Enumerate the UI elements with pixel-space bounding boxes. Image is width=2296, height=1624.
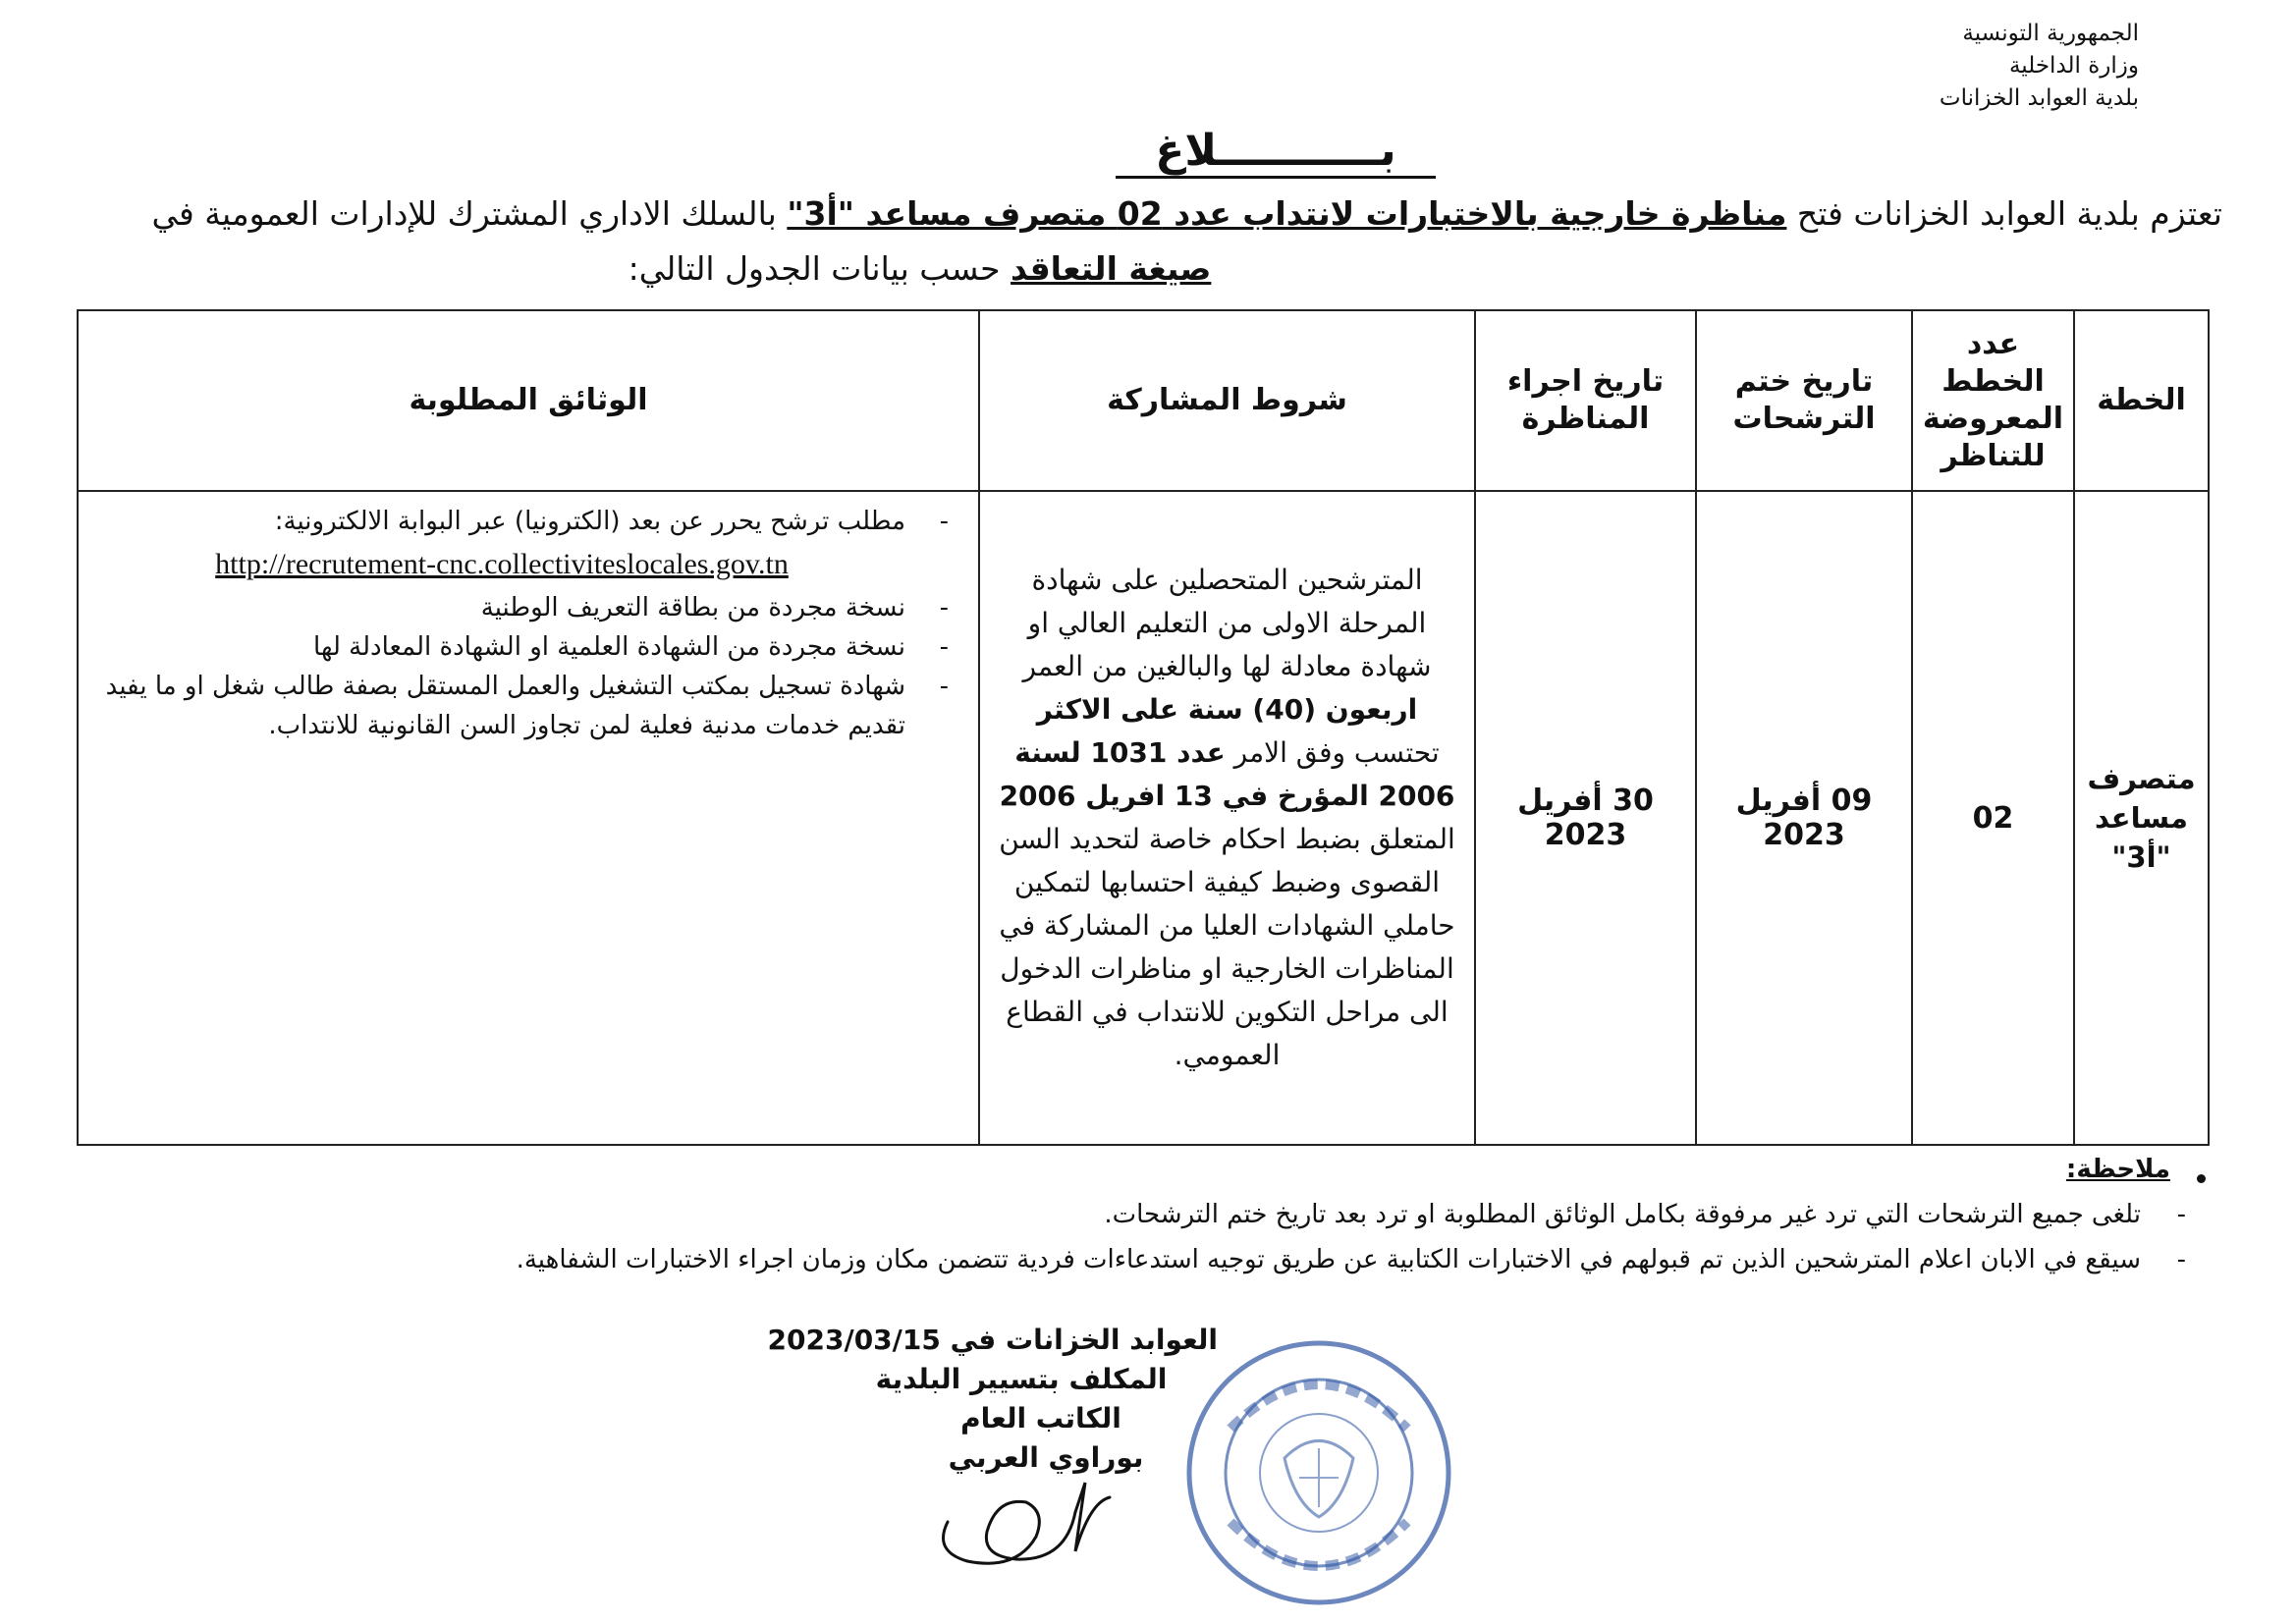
intro-line-2 <box>108 242 2222 297</box>
signature-role: المكلف بتسيير البلدية <box>875 1363 1168 1395</box>
documents-item-application-text: مطلب ترشح يحرر عن بعد (الكترونيا) عبر البوابة الالكترونية: <box>274 507 905 536</box>
header-count: عدد الخطط المعروضة للتناظر <box>1912 310 2074 491</box>
documents-item-registration: - شهادة تسجيل بمكتب التشغيل والعمل المستقل بصفة طالب شغل او ما يفيد تقديم خدمات مدنية فعلية لمن تجاوز السن القانونية للانتداب. <box>98 667 949 745</box>
letterhead-ministry: وزارة الداخلية <box>2008 53 2139 79</box>
notes-list <box>98 1192 2208 1282</box>
intro-text-bold: مناظرة خارجية بالاختبارات لانتداب عدد 02 متصرف مساعد "أ3" <box>787 194 1787 233</box>
intro-text-5: حسب بيانات الجدول التالي: <box>628 249 1011 288</box>
signature-place-date: العوابد الخزانات في 2023/03/15 <box>767 1324 1218 1356</box>
header-plan: الخطة <box>2074 310 2209 491</box>
notes-section <box>98 1147 2208 1282</box>
header-documents: الوثائق المطلوبة <box>78 310 979 491</box>
header-conditions: شروط المشاركة <box>979 310 1475 491</box>
conditions-text-2: تحتسب وفق الامر <box>1225 736 1440 769</box>
cell-plan: متصرف مساعد "أ3" <box>2074 491 2209 1145</box>
cell-count: 02 <box>1912 491 2074 1145</box>
document-title-text: بـــــــــــلاغ <box>1116 126 1435 179</box>
conditions-text-3: المتعلق بضبط احكام خاصة لتحديد السن القصوى وضبط كيفية احتسابها لتمكين حاملي الشهادات العليا من المشاركة في المناظرات الخارجية او مناظرات الدخول الى مراحل التكوين للانتداب في القطاع العمومي. <box>999 823 1455 1071</box>
conditions-text-1: المترشحين المتحصلين على شهادة المرحلة الاولى من التعليم العالي او شهادة معادلة لها والبالغين من العمر <box>1022 564 1432 682</box>
note-item-1: - تلغى جميع الترشحات التي ترد غير مرفوقة بكامل الوثائق المطلوبة او ترد بعد تاريخ ختم الترشحات. <box>98 1192 2208 1237</box>
documents-item-diploma: - نسخة مجردة من الشهادة العلمية او الشهادة المعادلة لها <box>98 627 949 667</box>
handwritten-signature <box>928 1443 1124 1581</box>
intro-text-3: بالسلك الاداري المشترك للإدارات العمومية في <box>151 194 788 233</box>
table-row <box>78 491 2209 1145</box>
header-close-date: تاريخ ختم الترشحات <box>1696 310 1912 491</box>
notes-title: ملاحظة: <box>2066 1155 2208 1184</box>
signature-title: الكاتب العام <box>960 1402 1121 1435</box>
portal-link[interactable]: http://recrutement-cnc.collectiviteslocales.gov.tn <box>215 548 789 580</box>
letterhead <box>1726 18 2139 115</box>
note-item-2: - سيقع في الابان اعلام المترشحين الذين تم قبولهم في الاختبارات الكتابية عن طريق توجيه استدعاءات فردية تتضمن مكان وزمان اجراء الاختبارات الشفاهية. <box>98 1237 2208 1282</box>
signature-name: بوراوي العربي <box>948 1441 1144 1474</box>
letterhead-country: الجمهورية التونسية <box>1962 21 2139 46</box>
competition-table <box>77 309 2210 1146</box>
cell-documents <box>78 491 979 1145</box>
letterhead-municipality: بلدية العوابد الخزانات <box>1939 85 2139 111</box>
conditions-decree: عدد 1031 لسنة 2006 المؤرخ في 13 افريل 2006 <box>999 736 1455 812</box>
official-stamp <box>1176 1330 1461 1615</box>
cell-exam-date: 30 أفريل 2023 <box>1475 491 1696 1145</box>
intro-contract-form: صيغة التعاقد <box>1011 249 1212 288</box>
table-header-row <box>78 310 2209 491</box>
documents-item-id-card: - نسخة مجردة من بطاقة التعريف الوطنية <box>98 588 949 627</box>
documents-list <box>88 502 968 745</box>
cell-close-date: 09 أفريل 2023 <box>1696 491 1912 1145</box>
intro-line-1 <box>108 187 2222 242</box>
intro-paragraph <box>108 187 2222 297</box>
intro-text-1: تعتزم بلدية العوابد الخزانات فتح <box>1786 194 2222 233</box>
conditions-age-limit: اربعون (40) سنة على الاكثر <box>1036 693 1418 726</box>
cell-conditions <box>979 491 1475 1145</box>
documents-item-application <box>98 502 949 588</box>
header-exam-date: تاريخ اجراء المناظرة <box>1475 310 1696 491</box>
document-title <box>0 126 2296 179</box>
